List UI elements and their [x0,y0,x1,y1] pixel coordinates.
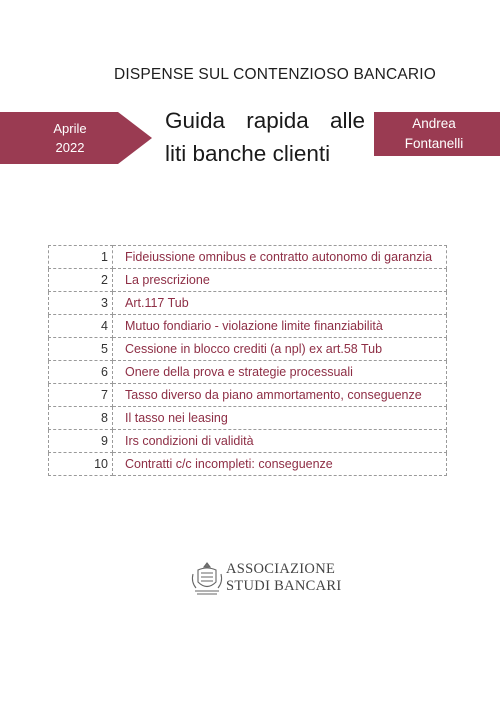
author-first-name: Andrea [412,116,456,131]
toc-row [49,269,447,292]
toc-row [49,384,447,407]
date-label [0,119,140,157]
title-line-2: liti banche clienti [165,141,331,166]
toc-row [49,407,447,430]
toc-number: 1 [49,246,113,269]
toc-item: Irs condizioni di validità [113,430,447,453]
toc-number: 5 [49,338,113,361]
toc-item: Contratti c/c incompleti: conseguenze [113,453,447,476]
toc-item: Il tasso nei leasing [113,407,447,430]
book-title [165,104,365,170]
toc-number: 4 [49,315,113,338]
toc-item: Art.117 Tub [113,292,447,315]
toc-item: La prescrizione [113,269,447,292]
toc-row [49,430,447,453]
toc-row [49,292,447,315]
toc-item: Mutuo fondiario - violazione limite finanziabilità [113,315,447,338]
date-year: 2022 [55,140,85,155]
toc-item: Cessione in blocco crediti (a npl) ex art.58 Tub [113,338,447,361]
toc-number: 9 [49,430,113,453]
toc-number: 2 [49,269,113,292]
toc-item: Fideiussione omnibus e contratto autonomo di garanzia [113,246,447,269]
author-last-name: Fontanelli [404,136,464,151]
toc-row [49,315,447,338]
toc-item: Tasso diverso da piano ammortamento, conseguenze [113,384,447,407]
toc-row [49,338,447,361]
toc-item: Onere della prova e strategie processuali [113,361,447,384]
publisher-logo [190,560,340,600]
crest-icon [190,560,224,596]
toc-number: 3 [49,292,113,315]
toc-row [49,246,447,269]
publisher-name-line-1: ASSOCIAZIONE [226,561,336,577]
toc-row [49,453,447,476]
toc-number: 6 [49,361,113,384]
toc-number: 8 [49,407,113,430]
table-of-contents [48,245,447,476]
toc-number: 7 [49,384,113,407]
toc-row [49,361,447,384]
toc-number: 10 [49,453,113,476]
date-month: Aprile [53,121,87,136]
title-line-1: Guida rapida alle [165,108,365,133]
author-name [374,114,494,154]
series-title: DISPENSE SUL CONTENZIOSO BANCARIO [113,66,437,83]
publisher-name-line-2: STUDI BANCARI [226,578,342,594]
